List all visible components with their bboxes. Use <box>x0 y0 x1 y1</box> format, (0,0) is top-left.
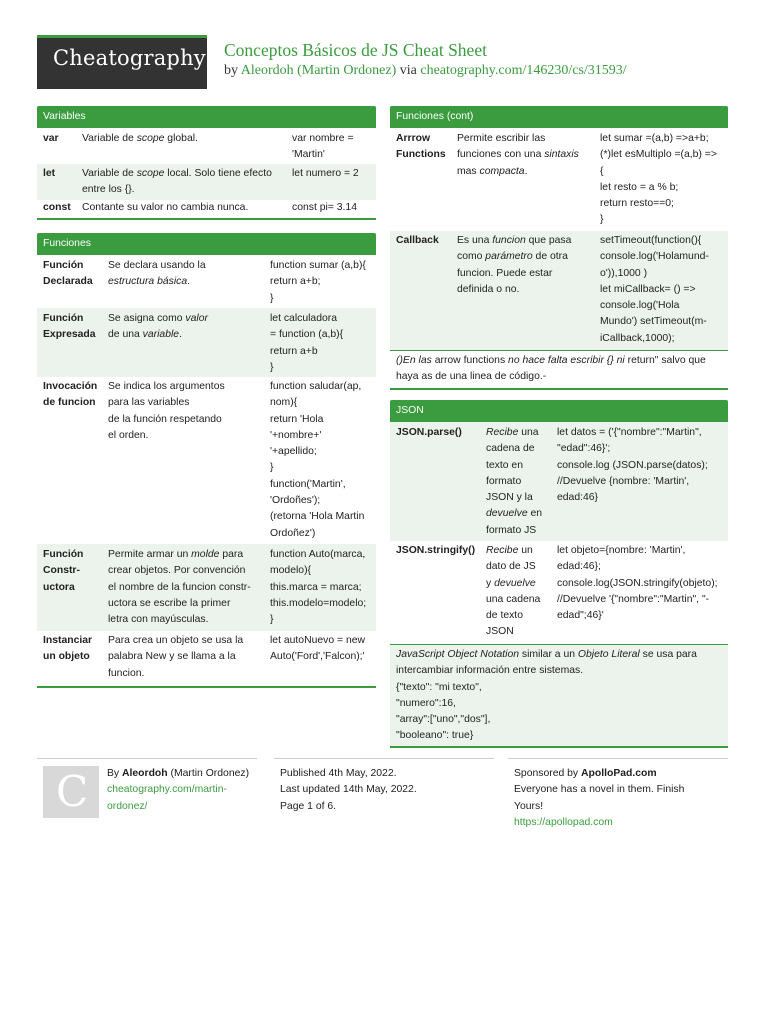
note-text: se usa para <box>639 649 697 660</box>
desc-text: de una <box>108 329 143 341</box>
note-text: similar a un <box>519 649 578 660</box>
description <box>108 311 208 344</box>
desc-italic: devuelve <box>486 508 528 520</box>
byline-by: by <box>224 63 238 78</box>
author-avatar[interactable] <box>43 766 99 818</box>
code-line: '+apellido; <box>270 446 317 458</box>
desc-text: letra con mayúsculas. <box>108 614 209 626</box>
term-line: Declarada <box>43 276 93 288</box>
note-italic: ( <box>396 355 400 366</box>
term: const <box>43 202 71 213</box>
code <box>557 425 708 506</box>
desc-italic: estructura básica <box>108 276 188 288</box>
desc-text: Permite escribir las <box>457 133 546 144</box>
table-row <box>390 422 728 541</box>
sponsor-tagline: Everyone has a novel in them. Finish <box>514 784 685 796</box>
table-row <box>37 128 376 164</box>
footer-author-fullname: (Martin Ordonez) <box>167 768 250 779</box>
desc-italic: sintaxis <box>544 149 579 161</box>
code-line: iCallback,1000); <box>600 332 675 344</box>
code-line: "edad":46}'; <box>557 443 611 455</box>
code-line: var nombre = <box>292 133 354 144</box>
term: JSON.parse() <box>396 427 462 438</box>
note-italic: Objeto Literal <box>577 649 640 660</box>
desc-italic: scope <box>136 168 165 179</box>
description <box>108 258 206 291</box>
desc-text: . <box>179 329 182 341</box>
desc-text: Variable de <box>82 133 137 144</box>
term: var <box>43 133 59 144</box>
code-line: setTimeout(function(){ <box>600 235 702 246</box>
desc-text: formato <box>486 475 522 487</box>
section-variables <box>37 106 376 220</box>
note-text: return" salvo que <box>627 355 706 366</box>
code-line: 'Martin' <box>292 149 325 161</box>
desc-text: Se declara usando la <box>108 260 206 271</box>
term-line: de funcion <box>43 397 96 409</box>
code-line: return a+b; <box>270 276 321 288</box>
code-line: return resto==0; <box>600 198 674 210</box>
code-line: console.log (JSON.parse(datos); <box>557 459 708 471</box>
code-line: console.log('Holamund- <box>600 251 709 263</box>
code <box>270 633 365 666</box>
section-title: Variables <box>37 106 376 128</box>
cheatography-logo[interactable] <box>37 35 207 89</box>
description <box>108 379 225 444</box>
desc-text: para las variables <box>108 397 190 409</box>
term-line: Arrrow <box>396 133 431 144</box>
desc-text: Se indica los argumentos <box>108 381 225 392</box>
term-line: Función <box>43 549 84 560</box>
code <box>270 379 364 542</box>
desc-text: una <box>518 427 539 438</box>
desc-text: Permite armar un <box>108 549 192 560</box>
code-line: function sumar (a,b){ <box>270 260 366 271</box>
desc-text: JSON <box>486 626 514 638</box>
desc-text: funciones con una <box>457 149 545 161</box>
term <box>43 547 83 596</box>
section-funciones-cont <box>390 106 728 390</box>
code-line: //Devuelve '{"nombre":"Martin", "- <box>557 593 710 605</box>
term <box>43 311 96 344</box>
desc-text: JSON y la <box>486 492 533 504</box>
table-row <box>37 631 376 686</box>
code <box>600 233 709 347</box>
desc-text: una cadena <box>486 593 541 605</box>
term-line: un objeto <box>43 651 90 663</box>
code-line: let miCallback= () => <box>600 283 696 295</box>
section-title: Funciones <box>37 233 376 255</box>
term-line: Función <box>43 313 84 324</box>
code-line: edad:46} <box>557 492 599 504</box>
note-text: arrow functions <box>431 355 509 366</box>
code-line: let resto = a % b; <box>600 181 679 193</box>
code-line: (retorna 'Hola Martin <box>270 511 365 523</box>
code <box>270 547 366 628</box>
table-row <box>37 377 376 544</box>
section-title: Funciones (cont) <box>390 106 728 128</box>
desc-text: el orden. <box>108 429 149 441</box>
description <box>486 425 542 539</box>
code-line: let calculadora <box>270 313 338 324</box>
code-line: function('Martin', <box>270 478 346 490</box>
note-italic: no hace falta escribir {} ni <box>508 355 625 366</box>
desc-text: formato JS <box>486 524 537 536</box>
footer-author-link[interactable]: cheatography.com/martin- <box>107 784 227 796</box>
note-italic: JavaScript Object Notation <box>396 649 520 660</box>
footer-author <box>107 766 249 815</box>
code <box>557 543 718 624</box>
term-line: Constr- <box>43 565 80 577</box>
table-row <box>37 544 376 631</box>
desc-italic: Recibe <box>486 427 519 438</box>
desc-text: en <box>527 508 543 520</box>
code-line: console.log('Hola <box>600 300 680 312</box>
term-line: Función <box>43 260 84 271</box>
code-line: edad:46}; <box>557 561 601 573</box>
term-line: Callback <box>396 235 439 246</box>
desc-text: el nombre de la funcion constr- <box>108 581 251 593</box>
code-line: { <box>600 165 604 177</box>
code-line: } <box>270 614 274 626</box>
desc-text: como <box>457 251 486 263</box>
desc-text: mas <box>457 165 480 177</box>
description <box>82 166 292 199</box>
desc-text: entre los {}. <box>82 184 135 196</box>
code-line: '+nombre+' <box>270 429 322 441</box>
table-row <box>37 200 376 218</box>
description <box>486 543 540 641</box>
note-text: {"texto": "mi texto", <box>396 681 482 693</box>
desc-italic: scope <box>136 133 165 144</box>
author-link[interactable]: Aleordoh (Martin Ordonez) <box>240 63 397 78</box>
sponsor-prefix: Sponsored by <box>514 768 582 779</box>
code-line: Auto('Ford','Falcon);' <box>270 651 365 663</box>
code <box>270 258 366 307</box>
section-funciones <box>37 233 376 688</box>
desc-text: dato de JS <box>486 561 536 573</box>
code-line: o')),1000 ) <box>600 267 648 279</box>
sheet-url-link[interactable]: cheatography.com/146230/cs/31593/ <box>420 63 627 78</box>
term <box>396 131 446 164</box>
updated-date: Last updated 14th May, 2022. <box>280 784 417 796</box>
term <box>396 233 439 249</box>
sponsor-tagline: Yours! <box>514 800 544 812</box>
footer-divider <box>274 758 494 759</box>
code-line: edad";46}' <box>557 610 604 622</box>
desc-text: global. <box>164 133 198 144</box>
term-line: uctora <box>43 581 75 593</box>
sponsor-name[interactable]: ApolloPad.com <box>581 768 657 779</box>
desc-text: de la función respetando <box>108 413 222 425</box>
description: Contante su valor no cambia nunca. <box>82 202 249 213</box>
desc-text: Es una <box>457 235 493 246</box>
desc-text: de otra <box>532 251 568 263</box>
table-row <box>37 255 376 308</box>
table-row <box>37 164 376 200</box>
term <box>43 379 97 412</box>
term: let <box>43 168 56 179</box>
desc-italic: devuelve <box>494 577 536 589</box>
page-number: Page 1 of 6. <box>280 800 337 812</box>
footer-divider <box>37 758 257 759</box>
term-line: Functions <box>396 149 446 161</box>
code-line: } <box>270 361 274 373</box>
desc-text: para <box>219 549 244 560</box>
note-row <box>390 644 728 746</box>
note-italic: )En las <box>399 355 432 366</box>
desc-text: local. Solo tiene efecto <box>164 168 272 179</box>
table-row <box>37 308 376 377</box>
description <box>108 633 243 682</box>
code-line: //Devuelve {nombre: 'Martin', <box>557 475 690 487</box>
code-line: } <box>270 462 274 474</box>
avatar-letter: C <box>56 767 89 816</box>
section-title: JSON <box>390 400 728 422</box>
term-line: Expresada <box>43 329 96 341</box>
description <box>82 131 282 147</box>
description <box>457 131 579 180</box>
desc-text: Para crea un objeto se usa la <box>108 635 244 646</box>
code <box>292 166 359 182</box>
desc-text: de texto <box>486 610 523 622</box>
note-text: "numero":16, <box>396 697 456 709</box>
code-line: const pi= 3.14 <box>292 202 357 213</box>
description <box>457 233 571 298</box>
term-line: Invocación <box>43 381 98 392</box>
desc-italic: variable <box>142 329 180 341</box>
desc-italic: compacta <box>479 165 525 177</box>
desc-text: y <box>486 577 495 589</box>
note-text: "array":["uno","dos"], <box>396 714 491 726</box>
footer-divider <box>508 758 728 759</box>
section-json <box>390 400 728 748</box>
desc-text: Variable de <box>82 168 137 179</box>
code <box>292 131 354 164</box>
desc-text: definida o no. <box>457 283 520 295</box>
code-line: return 'Hola <box>270 413 324 425</box>
code-line: function Auto(marca, <box>270 549 366 560</box>
desc-text: uctora se escribe la primer <box>108 597 231 609</box>
desc-text: . <box>524 165 528 177</box>
footer-by: By <box>107 768 123 779</box>
desc-italic: valor <box>185 313 208 324</box>
term <box>43 633 92 666</box>
code-line: = function (a,b){ <box>270 329 344 341</box>
desc-text: texto en <box>486 459 523 471</box>
byline <box>224 63 627 79</box>
footer <box>37 758 728 828</box>
byline-via: via <box>399 63 417 78</box>
code-line: } <box>270 292 274 304</box>
desc-text: cadena de <box>486 443 535 455</box>
desc-text: crear objetos. Por convención <box>108 565 246 577</box>
footer-author-link[interactable]: ordonez/ <box>107 800 148 812</box>
table-row <box>390 128 728 231</box>
term: JSON.stringify() <box>396 545 476 556</box>
desc-text: funcion. Puede estar <box>457 267 553 279</box>
table-row <box>390 231 728 350</box>
description <box>108 547 251 628</box>
footer-author-name[interactable]: Aleordoh <box>122 768 168 779</box>
desc-italic: funcion <box>492 235 526 246</box>
desc-text: palabra New y se llama a la <box>108 651 236 663</box>
code-line: console.log(JSON.stringify(objeto); <box>557 577 718 589</box>
desc-text: . <box>187 276 191 288</box>
note-row <box>390 350 728 388</box>
desc-text: Se asigna como <box>108 313 186 324</box>
note-text: "booleano": true} <box>396 730 474 742</box>
code-line: modelo){ <box>270 565 312 577</box>
published-date: Published 4th May, 2022. <box>280 768 397 779</box>
code-line: Mundo') setTimeout(m- <box>600 316 707 328</box>
term <box>43 258 93 291</box>
code-line: let numero = 2 <box>292 168 359 179</box>
term-line: Instanciar <box>43 635 93 646</box>
code-line: let datos = ('{"nombre":"Martin", <box>557 427 702 438</box>
desc-text: un <box>518 545 533 556</box>
code-line: let sumar =(a,b) =>a+b; <box>600 133 709 144</box>
code-line: nom){ <box>270 397 298 409</box>
desc-italic: Recibe <box>486 545 519 556</box>
code-line: (*)let esMultiplo =(a,b) => <box>600 149 717 161</box>
page-title: Conceptos Básicos de JS Cheat Sheet <box>224 40 487 60</box>
note-text: intercambiar información entre sistemas. <box>396 665 584 677</box>
code <box>600 131 717 229</box>
code-line: let objeto={nombre: 'Martin', <box>557 545 686 556</box>
code <box>292 200 357 216</box>
sponsor-link[interactable]: https://apollopad.com <box>514 816 613 828</box>
code <box>270 311 343 376</box>
logo-text: Cheatography <box>53 46 206 70</box>
note-text: haya as de una linea de código.- <box>396 371 547 383</box>
code-line: this.marca = marca; <box>270 581 362 593</box>
desc-text: que pasa <box>525 235 572 246</box>
desc-italic: molde <box>191 549 220 560</box>
footer-sponsor <box>514 766 684 831</box>
desc-text: funcion. <box>108 667 145 679</box>
code-line: this.modelo=modelo; <box>270 597 367 609</box>
code-line: 'Ordoñes'); <box>270 495 321 507</box>
desc-italic: parámetro <box>485 251 533 263</box>
code-line: let autoNuevo = new <box>270 635 366 646</box>
code-line: } <box>600 214 604 226</box>
code-line: function saludar(ap, <box>270 381 362 392</box>
code-line: Ordoñez') <box>270 527 316 539</box>
code-line: return a+b <box>270 345 318 357</box>
table-row <box>390 541 728 644</box>
footer-dates <box>280 766 417 815</box>
